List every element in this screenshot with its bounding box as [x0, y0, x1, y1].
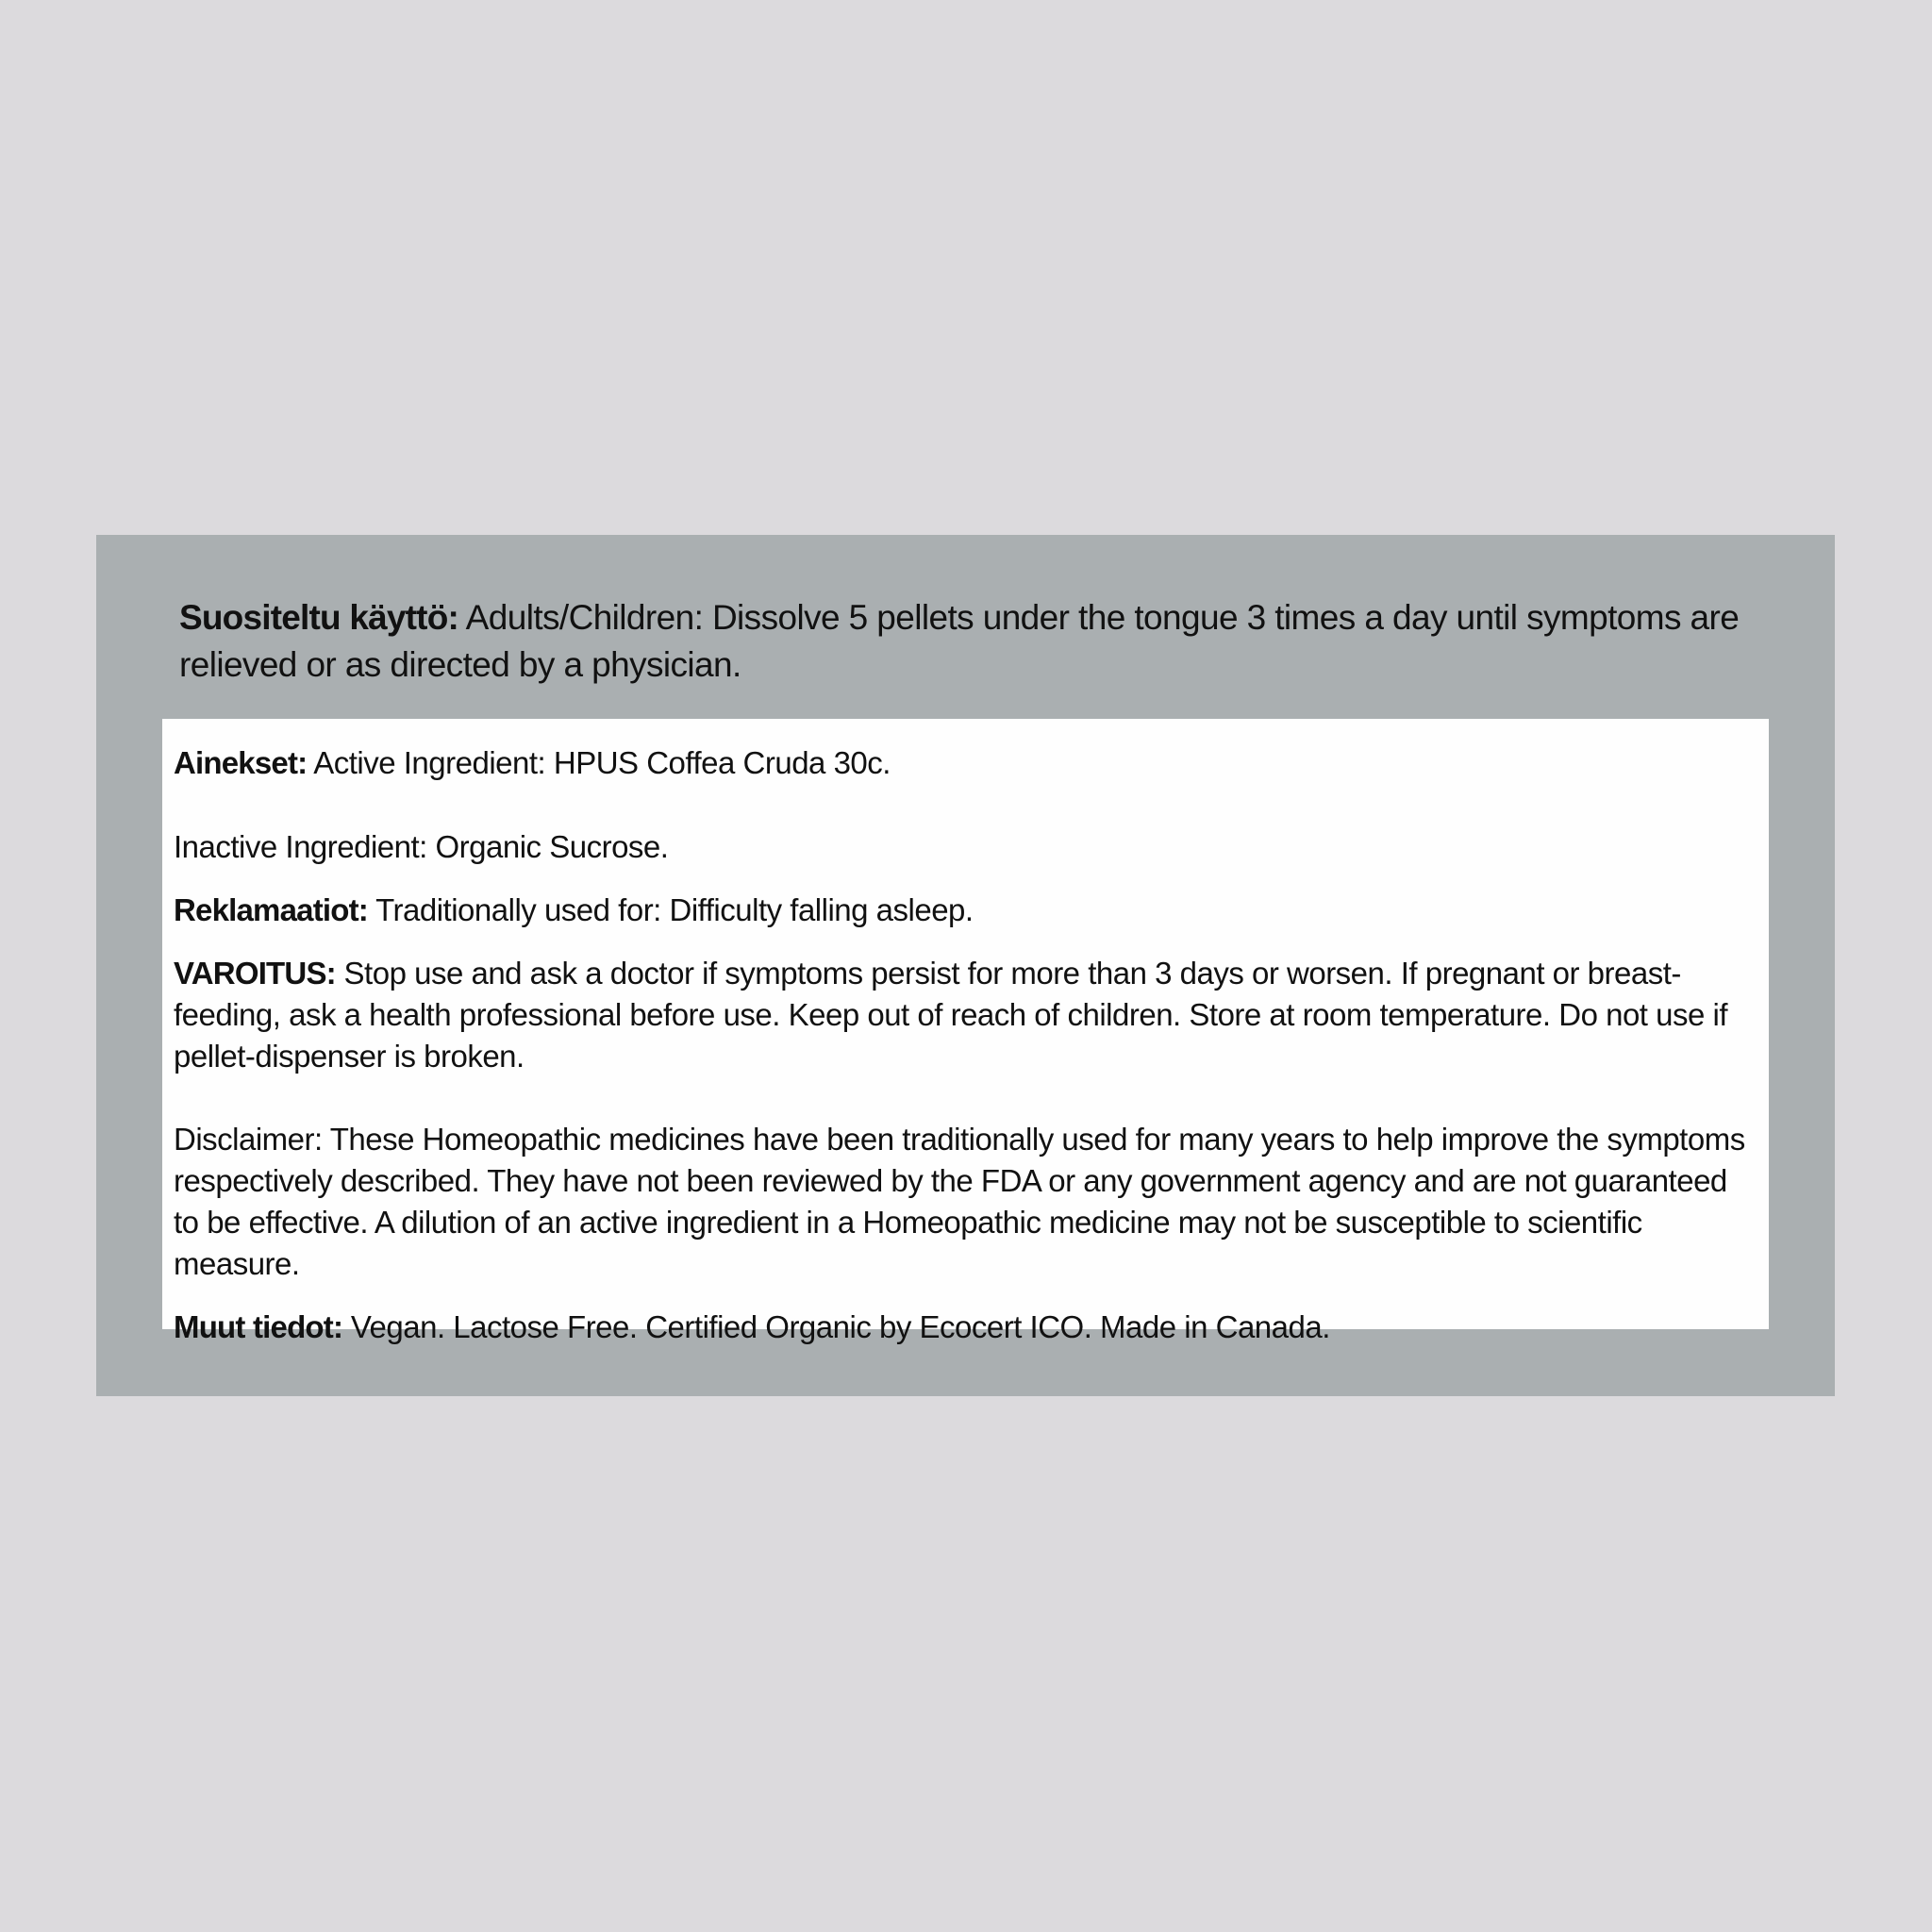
inactive-ingredient-text: Inactive Ingredient: Organic Sucrose.	[174, 829, 669, 864]
ingredients-label: Ainekset:	[174, 745, 308, 780]
warning-label: VAROITUS:	[174, 956, 336, 991]
ingredients-active	[174, 742, 1757, 784]
claims	[174, 890, 1757, 931]
suggested-use-label: Suositeltu käyttö:	[179, 598, 459, 637]
suggested-use-text: Adults/Children: Dissolve 5 pellets under the tongue 3 times a day until symptoms are relieved or as directed by a physician.	[179, 598, 1740, 684]
claims-text: Traditionally used for: Difficulty falling asleep.	[375, 892, 974, 927]
disclaimer-text: Disclaimer: These Homeopathic medicines have been traditionally used for many years to help improve the symptoms respectively described. They have not been reviewed by the FDA or any government agency and are not guaranteed to be effective. A dilution of an active ingredient in a Homeopathic medicine may not be susceptible to scientific measure.	[174, 1122, 1745, 1281]
active-ingredient-text: Active Ingredient: HPUS Coffea Cruda 30c.	[313, 745, 891, 780]
label-details-box	[162, 719, 1769, 1344]
warning	[174, 953, 1757, 1077]
other-info-text: Vegan. Lactose Free. Certified Organic by Ecocert ICO. Made in Canada.	[350, 1309, 1330, 1344]
suggested-use	[179, 594, 1764, 689]
other-info-label: Muut tiedot:	[174, 1309, 343, 1344]
warning-text: Stop use and ask a doctor if symptoms persist for more than 3 days or worsen. If pregnant or breast-feeding, ask a health professional before use. Keep out of reach of children. Store at room temperature. Do not use if pellet-dispenser is broken.	[174, 956, 1728, 1074]
supplement-info-panel	[96, 535, 1835, 1396]
other-info	[174, 1307, 1757, 1348]
claims-label: Reklamaatiot:	[174, 892, 369, 927]
